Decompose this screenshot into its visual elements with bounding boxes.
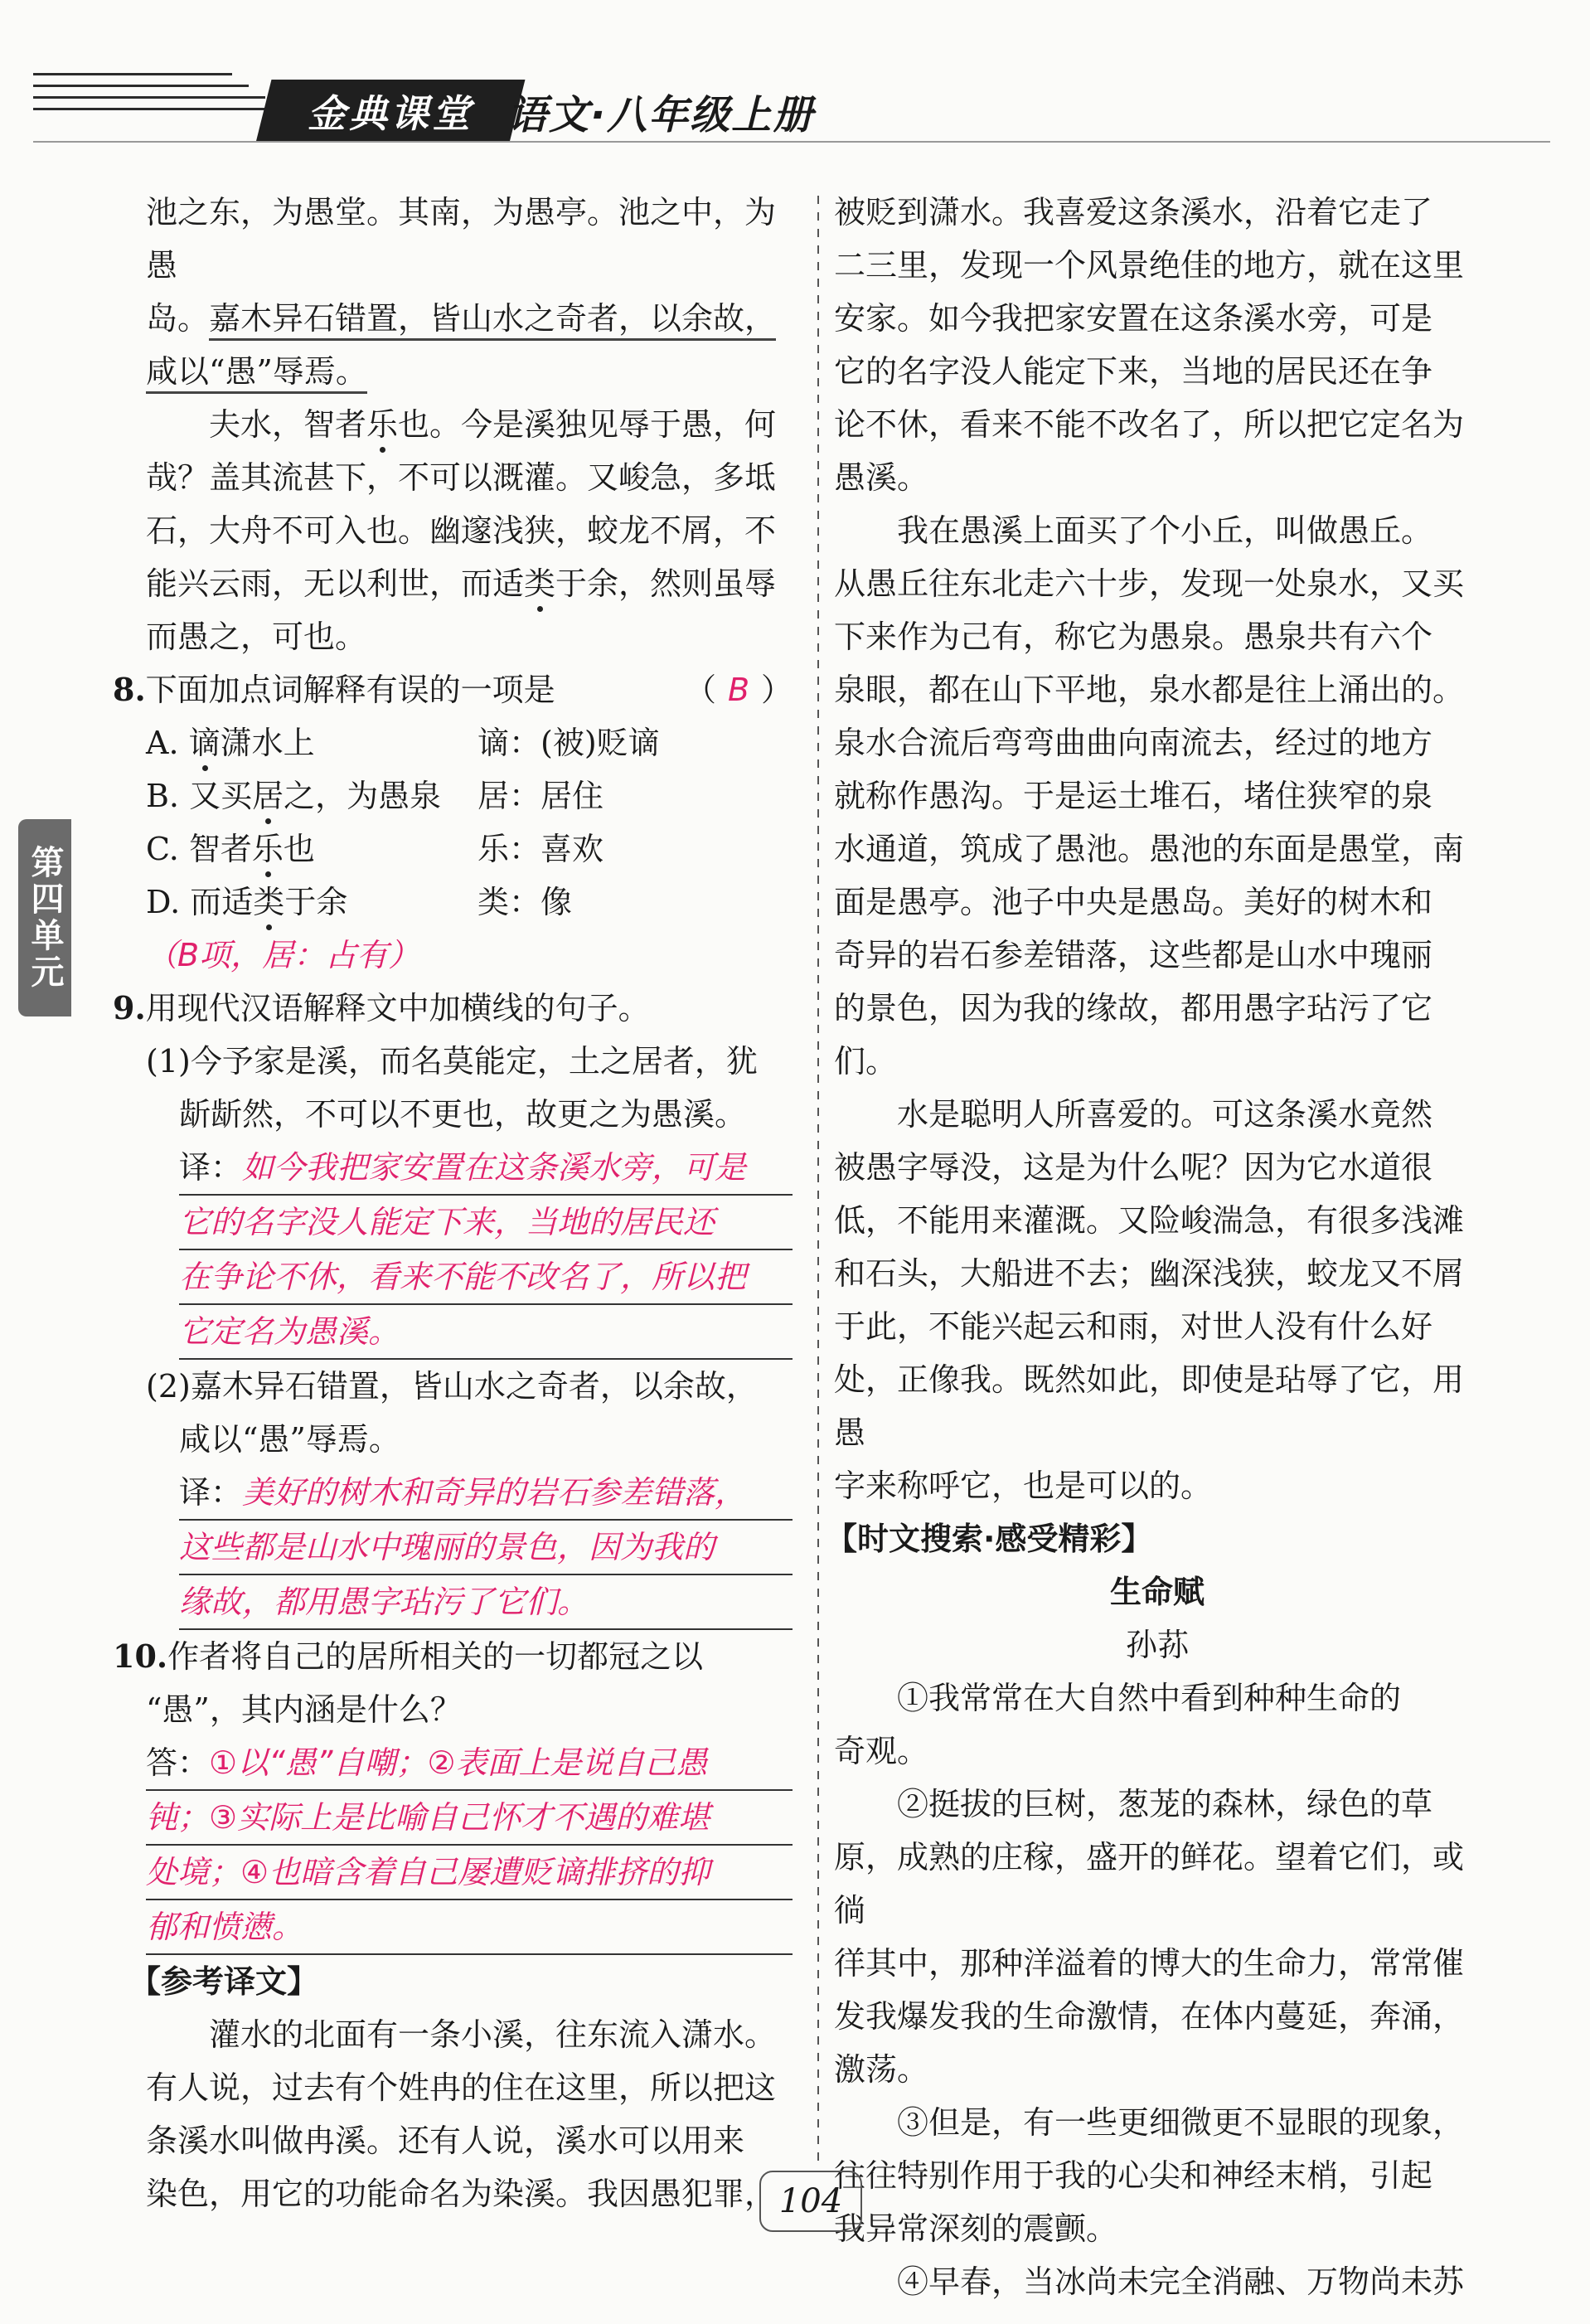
- essay-title: 生命赋: [1109, 1574, 1205, 1610]
- option-d: D. 而适类于余 类：像: [146, 884, 573, 920]
- essay-line: ④早春，当冰尚未完全消融、万物尚未苏: [897, 2263, 1465, 2300]
- translation-line: 染色，用它的功能命名为染溪。我因愚犯罪，: [146, 2176, 777, 2212]
- translation-line: 二三里，发现一个风景绝佳的地方，就在这里: [834, 247, 1465, 284]
- essay-line: 徉其中，那种洋溢着的博大的生命力，常常催: [834, 1945, 1465, 1982]
- translation-line: 水通道，筑成了愚池。愚池的东面是愚堂，南: [834, 831, 1465, 867]
- translation-line: 的景色，因为我的缘故，都用愚字玷污了它们。: [834, 990, 1433, 1080]
- essay-line: ③但是，有一些更细微更不显眼的现象，: [897, 2104, 1465, 2141]
- q10-answer: 答：①以“愚”自嘲；②表面上是说自己愚 钝；③实际上是比喻自己怀才不遇的难堪 处境；④也暗含着自己屡遭贬谪排挤的抑 郁和愤懑。: [146, 1736, 793, 1955]
- reference-translation-heading: 【参考译文】: [129, 1963, 319, 2000]
- translation-line: 我在愚溪上面买了个小丘，叫做愚丘。: [897, 512, 1433, 549]
- classical-text-line: 夫水，智者乐也。今是溪独见辱于愚，何: [209, 406, 777, 443]
- dotted-char: 谪: [188, 725, 221, 761]
- header-rule: [33, 141, 1550, 143]
- translation-line: 低，不能用来灌溉。又险峻湍急，有很多浅滩: [834, 1202, 1465, 1239]
- classical-text-line: 能兴云雨，无以利世，而适类于余，然则虽辱: [146, 565, 777, 602]
- left-column: [113, 186, 793, 2220]
- classical-text-line: 池之东，为愚堂。其南，为愚亭。池之中，为愚: [146, 194, 777, 284]
- translation-line: 就称作愚沟。于是运土堆石，堵住狭窄的泉: [834, 778, 1433, 814]
- dotted-char: 乐: [251, 831, 284, 867]
- q9-sentence-1: (1)今予家是溪，而名莫能定，土之居者，犹: [146, 1043, 758, 1080]
- essay-line: 往往特别作用于我的心尖和神经末梢，引起: [834, 2157, 1433, 2194]
- classical-text-line: 而愚之，可也。: [146, 619, 367, 655]
- question-8: 8. 下面加点词解释有误的一项是 （ B ）: [113, 663, 793, 716]
- option-b: B. 又买居之，为愚泉 居：居住: [146, 778, 604, 814]
- translation-line: 水是聪明人所喜爱的。可这条溪水竟然: [897, 1096, 1433, 1133]
- essay-line: ②挺拔的巨树，葱茏的森林，绿色的草: [897, 1786, 1433, 1822]
- translation-line: 有人说，过去有个姓冉的住在这里，所以把这: [146, 2069, 777, 2106]
- translation-line: 于此，不能兴起云和雨，对世人没有什么好: [834, 1308, 1433, 1345]
- q9-sentence-2: (2)嘉木异石错置，皆山水之奇者，以余故，: [146, 1368, 758, 1405]
- header-decor-lines: [33, 65, 282, 139]
- translation-line: 条溪水叫做冉溪。还有人说，溪水可以用来: [146, 2123, 745, 2159]
- classical-text-line: 岛。嘉木异石错置，皆山水之奇者，以余故，: [146, 292, 793, 345]
- brand-banner: [256, 80, 526, 143]
- translation-line: 它的名字没人能定下来，当地的居民还在争: [834, 353, 1433, 390]
- answer-note: （B项，居：占有）: [146, 937, 420, 973]
- option-a: A. 谪潇水上 谪：(被)贬谪: [146, 725, 660, 761]
- option-c: C. 智者乐也 乐：喜欢: [146, 831, 604, 867]
- classical-text-line: 哉？盖其流甚下，不可以溉灌。又峻急，多坻: [146, 459, 777, 496]
- essay-line: 激荡。: [834, 2051, 929, 2088]
- translation-line: 下来作为己有，称它为愚泉。愚泉共有六个: [834, 619, 1433, 655]
- translation-line: 奇异的岩石参差错落，这些都是山水中瑰丽: [834, 937, 1433, 973]
- translation-line: 处，正像我。既然如此，即使是玷辱了它，用愚: [834, 1361, 1465, 1451]
- reading-section-heading: 【时文搜索·感受精彩】: [826, 1521, 1153, 1557]
- q9-answer-2: 译：美好的树木和奇异的岩石参差错落， 这些都是山水中瑰丽的景色，因为我的 缘故，都用愚字玷污了它们。: [146, 1466, 793, 1630]
- essay-line: 我异常深刻的震颤。: [834, 2210, 1118, 2247]
- translation-line: 泉水合流后弯弯曲曲向南流去，经过的地方: [834, 725, 1433, 761]
- dotted-char: 类: [253, 884, 285, 920]
- essay-line: 奇观。: [834, 1733, 929, 1769]
- dotted-char: 类: [524, 565, 556, 602]
- brand-text: 金典课堂: [308, 91, 473, 136]
- unit-side-tab: 第四单元: [18, 819, 71, 1016]
- translation-line: 愚溪。: [834, 459, 929, 496]
- translation-line: 安家。如今我把家安置在这条溪水旁，可是: [834, 300, 1433, 337]
- underlined-sentence: 咸以“愚”辱焉。: [146, 353, 367, 394]
- page-number: 104: [759, 2171, 862, 2232]
- translation-line: 论不休，看来不能不改名了，所以把它定名为: [834, 406, 1465, 443]
- q9-sentence-2: 咸以“愚”辱焉。: [179, 1421, 400, 1458]
- question-10: “愚”，其内涵是什么？: [146, 1691, 462, 1728]
- essay-line: ①我常常在大自然中看到种种生命的: [897, 1680, 1402, 1716]
- translation-line: 被贬到潇水。我喜爱这条溪水，沿着它走了: [834, 194, 1433, 230]
- q9-answer-1: 译：如今我把家安置在这条溪水旁，可是 它的名字没人能定下来，当地的居民还 在争论不休，看来不能不改名了，所以把 它定名为愚溪。: [146, 1141, 793, 1360]
- answer-bracket: （ B ）: [685, 663, 793, 716]
- question-10: 10.作者将自己的居所相关的一切都冠之以: [113, 1637, 704, 1675]
- answer-choice: B: [727, 672, 750, 708]
- translation-line: 和石头，大船进不去；幽深浅狭，蛟龙又不屑: [834, 1255, 1465, 1292]
- essay-line: 原，成熟的庄稼，盛开的鲜花。望着它们，或徜: [834, 1839, 1465, 1929]
- translation-line: 灌水的北面有一条小溪，往东流入潇水。: [209, 2016, 777, 2053]
- classical-text-line: [146, 345, 793, 398]
- q9-sentence-1: 龂龂然，不可以不更也，故更之为愚溪。: [179, 1096, 747, 1133]
- essay-line: 发我爆发我的生命激情，在体内蔓延，奔涌，: [834, 1998, 1465, 2035]
- right-column: [826, 186, 1481, 2308]
- subject-title: 语文·八年级上册: [507, 92, 815, 138]
- translation-line: 泉眼，都在山下平地，泉水都是往上涌出的。: [834, 672, 1465, 708]
- question-9: 9.用现代汉语解释文中加横线的句子。: [113, 989, 650, 1026]
- column-divider: [812, 196, 824, 2169]
- essay-author: 孙荪: [1125, 1627, 1189, 1663]
- classical-text-line: 石，大舟不可入也。幽邃浅狭，蛟龙不屑，不: [146, 512, 777, 549]
- underlined-sentence: 嘉木异石错置，皆山水之奇者，以余故，: [209, 300, 776, 341]
- dotted-char: 居: [252, 778, 284, 814]
- translation-line: 被愚字辱没，这是为什么呢？因为它水道很: [834, 1149, 1433, 1186]
- translation-line: 面是愚亭。池子中央是愚岛。美好的树木和: [834, 884, 1433, 920]
- dotted-char: 乐: [366, 406, 399, 443]
- translation-line: 字来称呼它，也是可以的。: [834, 1468, 1213, 1504]
- translation-line: 从愚丘往东北走六十步，发现一处泉水，又买: [834, 565, 1465, 602]
